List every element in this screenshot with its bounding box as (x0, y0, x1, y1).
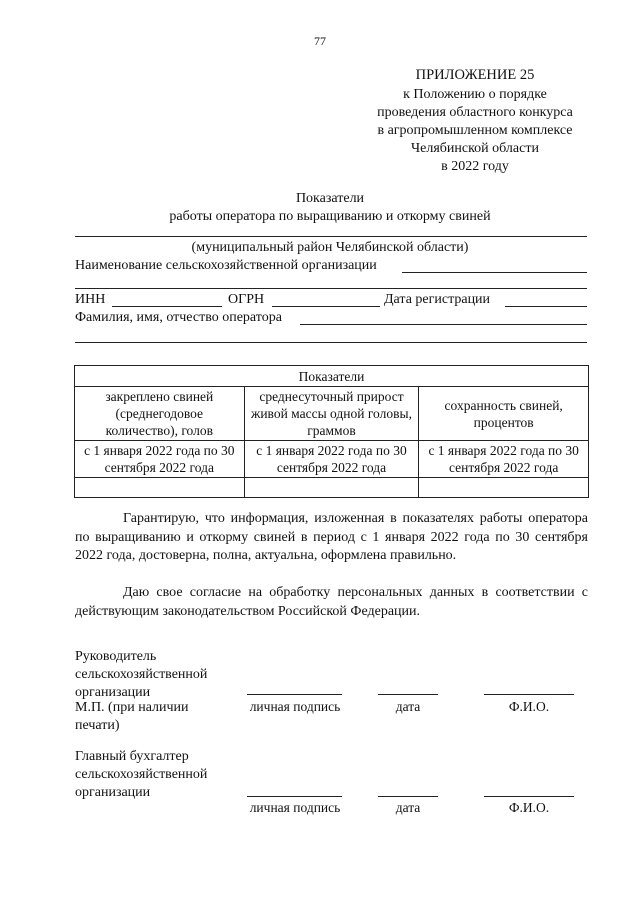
accountant-date-field (378, 796, 438, 797)
date-caption: дата (395, 800, 421, 815)
head-name-field (484, 694, 574, 695)
district-field-line (75, 236, 587, 237)
org-name-field-continued (75, 288, 587, 289)
appendix-line: в агропромышленном комплексе (377, 123, 573, 138)
consent-paragraph: Даю свое согласие на обработку персональных данных в соответствии с действующим законодательством Российской Федерации. (75, 585, 588, 619)
head-label: Руководитель сельскохозяйственной организации (75, 649, 208, 700)
org-name-label: Наименование сельскохозяйственной организации (75, 258, 377, 273)
appendix-line: к Положению о порядке (403, 87, 547, 102)
appendix-line: проведения областного конкурса (377, 105, 573, 120)
period-cell: с 1 января 2022 года по 30 сентября 2022 года (419, 441, 589, 478)
guarantee-paragraph: Гарантирую, что информация, изложенная в показателях работы оператора по выращиванию и откорму свиней в период с 1 января 2022 года по 30 сентября 2022 года, достоверна, полна, актуальна, оформлена правильно. (75, 511, 588, 563)
indicators-table (74, 365, 589, 498)
document-heading: Показатели (295, 191, 365, 206)
page-number: 77 (314, 34, 326, 48)
accountant-name-field (484, 796, 574, 797)
value-cell-survival-rate (419, 478, 589, 498)
inn-label: ИНН (75, 292, 106, 307)
period-cell: с 1 января 2022 года по 30 сентября 2022 года (75, 441, 245, 478)
accountant-signature-field (247, 796, 342, 797)
column-pigs-count: закреплено свиней (среднегодовое количество), голов (75, 387, 245, 441)
document-subheading: работы оператора по выращиванию и откорму свиней (169, 209, 491, 224)
registration-date-label: Дата регистрации (384, 292, 491, 307)
appendix-title: ПРИЛОЖЕНИЕ 25 (415, 67, 535, 83)
name-caption: Ф.И.О. (508, 699, 550, 714)
signature-caption: личная подпись (249, 800, 341, 815)
operator-label: Фамилия, имя, отчество оператора (75, 310, 282, 325)
column-survival-rate: сохранность свиней, процентов (419, 387, 589, 441)
inn-field (112, 306, 222, 307)
ogrn-field (272, 306, 380, 307)
value-cell-pigs-count (75, 478, 245, 498)
head-date-field (378, 694, 438, 695)
operator-field-continued (75, 342, 587, 343)
district-caption: (муниципальный район Челябинской области) (191, 240, 469, 255)
value-cell-daily-gain (244, 478, 419, 498)
date-caption: дата (395, 699, 421, 714)
accountant-label: Главный бухгалтер сельскохозяйственной организации (75, 749, 208, 800)
org-name-field (402, 272, 587, 273)
table-header: Показатели (75, 366, 589, 387)
signature-caption: личная подпись (249, 699, 341, 714)
head-signature-field (247, 694, 342, 695)
period-cell: с 1 января 2022 года по 30 сентября 2022 года (244, 441, 419, 478)
ogrn-label: ОГРН (228, 292, 265, 307)
appendix-line: Челябинской области (411, 141, 539, 156)
column-daily-gain: среднесуточный прирост живой массы одной головы, граммов (244, 387, 419, 441)
name-caption: Ф.И.О. (508, 800, 550, 815)
operator-field (300, 324, 587, 325)
appendix-line: в 2022 году (441, 159, 509, 174)
seal-label: М.П. (при наличии печати) (75, 700, 189, 733)
registration-date-field (505, 306, 587, 307)
